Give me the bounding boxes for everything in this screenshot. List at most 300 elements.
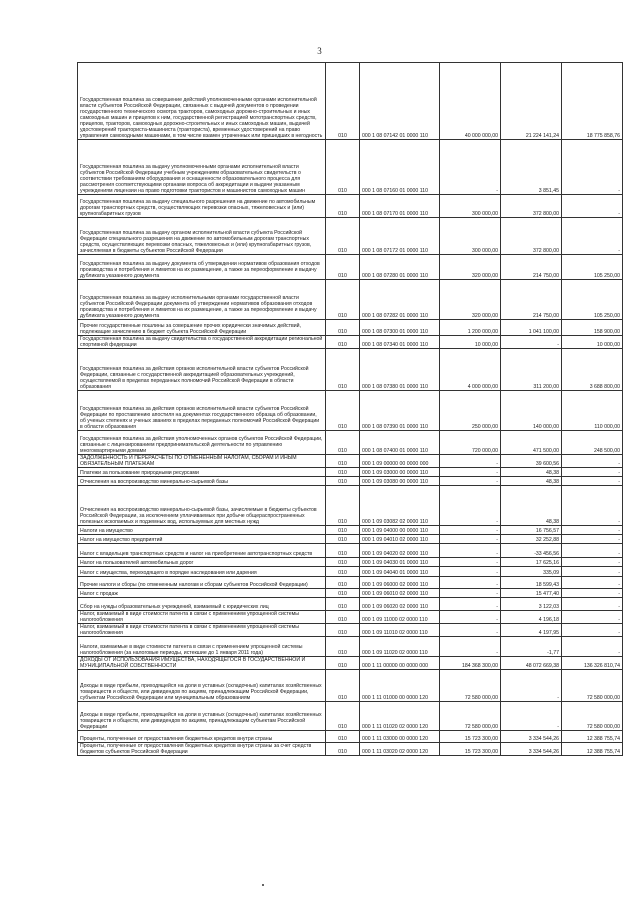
table-row [78, 702, 623, 731]
row-unexecuted-text: - [618, 188, 620, 194]
row-line-code [326, 336, 360, 349]
row-approved [440, 535, 501, 544]
row-unexecuted [562, 349, 623, 391]
row-unexecuted-text: 18 775 858,76 [586, 133, 620, 139]
row-unexecuted [562, 140, 623, 195]
row-executed [501, 558, 562, 567]
row-line-code [326, 598, 360, 611]
row-name-text: Налог с продаж [80, 591, 118, 597]
row-name-text: Налог, взимаемый в виде стоимости патента в связи с применением упрощенной системы налогообложения [80, 611, 299, 623]
table-row [78, 218, 623, 255]
table-row [78, 468, 623, 477]
row-line-code [326, 486, 360, 526]
row-line-code-text: 010 [338, 604, 347, 610]
row-line-code-text: 010 [338, 736, 347, 742]
row-unexecuted [562, 731, 623, 743]
row-name [78, 544, 326, 558]
row-executed-text: 140 000,00 [533, 424, 559, 430]
row-approved-text: 72 580 000,00 [464, 695, 498, 701]
row-executed [501, 670, 562, 702]
row-line-code-text: 010 [338, 630, 347, 636]
row-approved-text: 320 000,00 [472, 313, 498, 319]
row-name-text: ДОХОДЫ ОТ ИСПОЛЬЗОВАНИЯ ИМУЩЕСТВА, НАХОДЯЩЕГОСЯ В ГОСУДАРСТВЕННОЙ И МУНИЦИПАЛЬНОЙ СОБСТВЕННОСТИ [80, 657, 306, 669]
row-kbk-code-text: 000 1 09 04030 01 0000 110 [362, 560, 428, 566]
row-approved [440, 255, 501, 280]
row-unexecuted [562, 558, 623, 567]
row-executed [501, 431, 562, 455]
row-approved-text: 72 580 000,00 [464, 724, 498, 730]
row-unexecuted-text: 72 580 000,00 [586, 695, 620, 701]
row-name-text: Государственная пошлина за действия органов исполнительной власти субъектов Российской Федерации, связанные с государственной аккредитацией образовательных учреждений, осуществляемой в пределах переданных полномочий Российской Федерации в области образования [80, 366, 309, 390]
row-unexecuted-text: - [618, 479, 620, 485]
row-kbk-code-text: 000 1 09 11010 02 0000 110 [362, 630, 428, 636]
row-executed [501, 743, 562, 756]
row-approved-text: - [496, 528, 498, 534]
row-unexecuted [562, 624, 623, 637]
row-name [78, 535, 326, 544]
table-row [78, 731, 623, 743]
row-line-code [326, 526, 360, 535]
table-row [78, 558, 623, 567]
row-name [78, 567, 326, 577]
row-approved [440, 657, 501, 670]
row-line-code [326, 589, 360, 598]
table-row [78, 320, 623, 336]
row-executed [501, 535, 562, 544]
row-kbk-code [360, 567, 440, 577]
row-approved [440, 598, 501, 611]
row-line-code [326, 320, 360, 336]
row-approved-text: - [496, 630, 498, 636]
row-unexecuted [562, 255, 623, 280]
row-unexecuted-text: 136 326 810,74 [583, 663, 620, 669]
row-executed [501, 486, 562, 526]
row-line-code-text: 010 [338, 424, 347, 430]
row-line-code-text: 010 [338, 461, 347, 467]
row-kbk-code-text: 000 1 09 04000 00 0000 110 [362, 528, 428, 534]
row-kbk-code [360, 63, 440, 140]
row-executed [501, 349, 562, 391]
row-kbk-code-text: 000 1 11 03000 00 0000 120 [362, 736, 428, 742]
row-line-code-text: 010 [338, 695, 347, 701]
row-line-code [326, 349, 360, 391]
row-kbk-code-text: 000 1 09 04020 02 0000 110 [362, 551, 428, 557]
row-kbk-code-text: 000 1 09 03080 00 0000 110 [362, 479, 428, 485]
row-executed-text: 311 200,00 [533, 384, 559, 390]
row-approved-text: 15 723 300,00 [464, 736, 498, 742]
row-line-code [326, 577, 360, 589]
row-approved-text: - [496, 188, 498, 194]
row-kbk-code [360, 702, 440, 731]
row-approved [440, 558, 501, 567]
row-line-code-text: 010 [338, 273, 347, 279]
row-kbk-code [360, 670, 440, 702]
row-unexecuted [562, 589, 623, 598]
row-line-code-text: 010 [338, 617, 347, 623]
row-executed [501, 589, 562, 598]
row-kbk-code [360, 468, 440, 477]
row-line-code-text: 010 [338, 749, 347, 755]
row-kbk-code-text: 000 1 08 07280 01 0000 110 [362, 273, 428, 279]
row-kbk-code [360, 558, 440, 567]
row-approved [440, 320, 501, 336]
row-kbk-code [360, 195, 440, 218]
row-name-text: Государственная пошлина за выдачу свидетельства о государственной аккредитации региональной спортивной федерации [80, 336, 323, 348]
row-name [78, 477, 326, 486]
row-name [78, 349, 326, 391]
row-executed-text: 17 625,16 [535, 560, 559, 566]
row-name [78, 140, 326, 195]
row-name-text: Государственная пошлина за действия уполномоченных органов субъектов Российской Федерации, связанные с лицензированием предпринимательской деятельности по управлению многоквартирными домами [80, 436, 323, 454]
row-executed [501, 140, 562, 195]
row-unexecuted [562, 431, 623, 455]
row-name [78, 731, 326, 743]
table-row [78, 589, 623, 598]
row-kbk-code [360, 611, 440, 624]
row-unexecuted-text: - [618, 604, 620, 610]
row-approved [440, 349, 501, 391]
table-row [78, 336, 623, 349]
row-kbk-code-text: 000 1 09 03082 02 0000 110 [362, 519, 428, 525]
row-line-code-text: 010 [338, 188, 347, 194]
row-unexecuted-text: - [618, 650, 620, 656]
row-kbk-code [360, 336, 440, 349]
row-unexecuted [562, 657, 623, 670]
row-unexecuted [562, 743, 623, 756]
row-unexecuted-text: 72 580 000,00 [586, 724, 620, 730]
row-kbk-code [360, 455, 440, 468]
table-row [78, 195, 623, 218]
row-name [78, 577, 326, 589]
table-row [78, 657, 623, 670]
row-executed-text: 48,38 [546, 519, 559, 525]
row-approved-text: - [496, 479, 498, 485]
row-line-code [326, 477, 360, 486]
row-line-code [326, 455, 360, 468]
row-line-code-text: 010 [338, 448, 347, 454]
row-executed [501, 577, 562, 589]
row-executed-text: 48,38 [546, 470, 559, 476]
row-unexecuted [562, 535, 623, 544]
row-approved-text: - [496, 470, 498, 476]
row-executed-text: - [557, 342, 559, 348]
row-executed [501, 477, 562, 486]
row-unexecuted [562, 391, 623, 431]
row-unexecuted [562, 486, 623, 526]
row-unexecuted-text: - [618, 537, 620, 543]
row-unexecuted-text: 3 688 800,00 [589, 384, 620, 390]
row-name-text: Налог на пользователей автомобильных дорог [80, 560, 194, 566]
table-row [78, 486, 623, 526]
row-kbk-code-text: 000 1 11 01020 02 0000 120 [362, 724, 428, 730]
row-name-text: Прочие государственные пошлины за совершение прочих юридически значимых действий, подлежащие зачислению в бюджет субъекта Российской Федерации [80, 323, 301, 335]
row-executed-text: 4 196,18 [538, 617, 559, 623]
row-line-code [326, 702, 360, 731]
row-kbk-code-text: 000 1 08 07282 01 0000 110 [362, 313, 428, 319]
table-row [78, 637, 623, 657]
row-approved-text: 10 000,00 [474, 342, 498, 348]
row-kbk-code-text: 000 1 08 07170 01 0000 110 [362, 211, 428, 217]
row-line-code [326, 624, 360, 637]
row-executed [501, 455, 562, 468]
row-approved [440, 486, 501, 526]
row-approved [440, 589, 501, 598]
row-executed-text: 32 252,88 [535, 537, 559, 543]
row-name-text: Государственная пошлина за выдачу исполнительными органами государственной власти субъектов Российской Федерации документа об утверждении нормативов образования отходов производства и потребления и лимитов на их размещение, а также за переоформление и выдачу дубликата указанного документа [80, 295, 317, 319]
row-name [78, 657, 326, 670]
row-line-code [326, 63, 360, 140]
row-kbk-code-text: 000 1 08 07160 01 0000 110 [362, 188, 428, 194]
row-name-text: Государственная пошлина за совершение действий уполномоченными органами исполнительной власти субъектов Российской Федерации, связанных с выдачей документов о проведении государственного технического осмотра тракторов, самоходных дорожно-строительных и иных самоходных машин и прицепов к ним, государственной регистрацией мототранспортных средств, прицепов, тракторов, самоходных дорожно-строительных и иных самоходных машин, выдачей удостоверений тракториста-машиниста (тракториста), временных удостоверений на право управления самоходными машинами, в том числе взамен утраченных или пришедших в негодность [80, 97, 323, 139]
row-executed [501, 195, 562, 218]
row-approved [440, 670, 501, 702]
row-line-code-text: 010 [338, 582, 347, 588]
row-line-code-text: 010 [338, 211, 347, 217]
row-unexecuted [562, 567, 623, 577]
row-kbk-code [360, 657, 440, 670]
row-executed [501, 731, 562, 743]
table-row [78, 391, 623, 431]
table-row [78, 455, 623, 468]
row-executed [501, 624, 562, 637]
row-name [78, 598, 326, 611]
row-name-text: Отчисления на воспроизводство минерально-сырьевой базы, зачисляемые в бюджеты субъектов Российской Федерации, за исключением уплачиваемых при добыче общераспространенных полезных ископаемых и подземных вод, используемых для местных нужд [80, 507, 317, 525]
row-unexecuted-text: - [618, 591, 620, 597]
row-line-code-text: 010 [338, 519, 347, 525]
table-row [78, 577, 623, 589]
row-executed [501, 567, 562, 577]
row-line-code-text: 010 [338, 560, 347, 566]
row-executed-text: 4 197,95 [538, 630, 559, 636]
row-line-code-text: 010 [338, 663, 347, 669]
row-executed-text: -33 456,56 [534, 551, 559, 557]
row-kbk-code-text: 000 1 08 07142 01 0000 110 [362, 133, 428, 139]
row-name-text: Налоги, взимаемые в виде стоимости патента в связи с применением упрощенной системы налогообложения (за налоговые периоды, истекшие до 1 января 2011 года) [80, 644, 303, 656]
row-approved-text: - [496, 560, 498, 566]
row-line-code-text: 010 [338, 537, 347, 543]
row-name [78, 526, 326, 535]
row-executed [501, 657, 562, 670]
row-name-text: Проценты, полученные от предоставления бюджетных кредитов внутри страны [80, 736, 273, 742]
row-name-text: Налог с владельцев транспортных средств и налог на приобретение автотранспортных средств [80, 551, 313, 557]
row-executed [501, 280, 562, 320]
row-name [78, 218, 326, 255]
row-name-text: Доходы в виде прибыли, приходящейся на доли в уставных (складочных) капиталах хозяйственных товариществ и обществ, или дивидендов по акциям, принадлежащим Российской Федерации, субъектам Российской Федерации или муниципальным образованиям [80, 683, 322, 701]
row-kbk-code-text: 000 1 08 07400 01 0000 110 [362, 448, 428, 454]
row-executed [501, 391, 562, 431]
row-approved-text: 4 000 000,00 [467, 384, 498, 390]
row-name-text: Государственная пошлина за выдачу документа об утверждении нормативов образования отходов производства и потребления и лимитов на их размещение, а также за переоформление и выдачу дубликата указанного документа [80, 261, 320, 279]
row-line-code [326, 195, 360, 218]
row-line-code [326, 567, 360, 577]
row-executed [501, 63, 562, 140]
row-approved [440, 577, 501, 589]
row-name-text: Налог на имущество предприятий [80, 537, 163, 543]
row-name-text: Доходы в виде прибыли, приходящейся на доли в уставных (складочных) капиталах хозяйственных товариществ и обществ, или дивидендов по акциям, принадлежащим субъектам Российской Федерации [80, 712, 322, 730]
row-executed-text: 214 750,00 [533, 273, 559, 279]
row-executed [501, 598, 562, 611]
row-line-code-text: 010 [338, 479, 347, 485]
row-name [78, 455, 326, 468]
table-row [78, 280, 623, 320]
row-kbk-code-text: 000 1 08 07172 01 0000 110 [362, 248, 428, 254]
row-executed-text: 39 600,56 [535, 461, 559, 467]
row-approved-text: 250 000,00 [472, 424, 498, 430]
row-unexecuted [562, 320, 623, 336]
row-approved-text: 300 000,00 [472, 248, 498, 254]
row-unexecuted-text: - [618, 248, 620, 254]
row-kbk-code-text: 000 1 09 06020 02 0000 110 [362, 604, 428, 610]
row-name [78, 431, 326, 455]
row-kbk-code [360, 218, 440, 255]
row-approved [440, 544, 501, 558]
row-kbk-code [360, 544, 440, 558]
row-line-code-text: 010 [338, 248, 347, 254]
row-approved-text: - [496, 582, 498, 588]
row-executed-text: 3 334 544,26 [528, 749, 559, 755]
row-line-code-text: 010 [338, 724, 347, 730]
row-unexecuted [562, 702, 623, 731]
row-unexecuted [562, 63, 623, 140]
row-name-text: Государственная пошлина за действия органов исполнительной власти субъектов Российской Федерации по проставлению апостиля на документах государственного образца об образовании, об ученых степенях и ученых званиях в пределах переданных полномочий Российской Федерации в области образования [80, 406, 320, 430]
row-kbk-code-text: 000 1 09 03000 00 0000 110 [362, 470, 428, 476]
row-executed-text: 16 756,57 [535, 528, 559, 534]
row-line-code [326, 468, 360, 477]
row-name [78, 743, 326, 756]
row-name-text: Проценты, полученные от предоставления бюджетных кредитов внутри страны за счет средств бюджетов субъектов Российской Федерации [80, 743, 312, 755]
row-approved [440, 391, 501, 431]
row-name-text: Прочие налоги и сборы (по отмененным налогам и сборам субъектов Российской Федерации) [80, 582, 308, 588]
row-line-code [326, 431, 360, 455]
row-name [78, 589, 326, 598]
row-line-code [326, 637, 360, 657]
row-kbk-code-text: 000 1 08 07300 01 0000 110 [362, 329, 428, 335]
row-executed [501, 336, 562, 349]
row-kbk-code [360, 637, 440, 657]
row-approved [440, 468, 501, 477]
row-executed-text: - [557, 695, 559, 701]
row-executed-text: 335,09 [543, 570, 559, 576]
row-name [78, 280, 326, 320]
row-unexecuted-text: 105 250,00 [594, 273, 620, 279]
page-mark [262, 884, 264, 886]
table-row [78, 431, 623, 455]
budget-table [77, 62, 623, 756]
row-name [78, 195, 326, 218]
row-kbk-code [360, 526, 440, 535]
row-kbk-code-text: 000 1 09 04040 01 0000 110 [362, 570, 428, 576]
row-unexecuted-text: - [618, 617, 620, 623]
row-executed-text: 48,38 [546, 479, 559, 485]
row-executed-text: 3 122,03 [538, 604, 559, 610]
row-unexecuted-text: - [618, 519, 620, 525]
row-line-code-text: 010 [338, 384, 347, 390]
row-name [78, 611, 326, 624]
table-row [78, 544, 623, 558]
row-approved-text: 184 368 300,00 [461, 663, 498, 669]
row-executed [501, 637, 562, 657]
row-unexecuted [562, 598, 623, 611]
row-approved [440, 280, 501, 320]
row-executed-text: 372 800,00 [533, 211, 559, 217]
table-row [78, 598, 623, 611]
row-approved-text: 15 723 300,00 [464, 749, 498, 755]
row-line-code [326, 743, 360, 756]
row-line-code-text: 010 [338, 591, 347, 597]
row-name [78, 255, 326, 280]
row-unexecuted-text: - [618, 528, 620, 534]
row-executed-text: 3 851,45 [538, 188, 559, 194]
row-approved-text: - [496, 570, 498, 576]
row-name-text: Налог, взимаемый в виде стоимости патента в связи с применением упрощенной системы налогообложения [80, 624, 299, 636]
table-row [78, 477, 623, 486]
row-approved-text: - [496, 617, 498, 623]
row-kbk-code [360, 624, 440, 637]
row-unexecuted-text: - [618, 470, 620, 476]
row-kbk-code-text: 000 1 09 06000 02 0000 110 [362, 582, 428, 588]
row-line-code [326, 218, 360, 255]
row-line-code [326, 391, 360, 431]
row-kbk-code-text: 000 1 11 01000 00 0000 120 [362, 695, 428, 701]
table-row [78, 349, 623, 391]
row-name-text: Налог с имущества, переходящего в порядке наследования или дарения [80, 570, 257, 576]
row-unexecuted [562, 637, 623, 657]
row-unexecuted [562, 280, 623, 320]
row-approved-text: - [496, 537, 498, 543]
table-row [78, 743, 623, 756]
row-kbk-code [360, 731, 440, 743]
row-line-code [326, 611, 360, 624]
row-kbk-code [360, 431, 440, 455]
row-executed-text: 48 072 669,38 [525, 663, 559, 669]
row-approved [440, 195, 501, 218]
row-approved [440, 477, 501, 486]
row-kbk-code [360, 320, 440, 336]
row-unexecuted-text: 248 500,00 [594, 448, 620, 454]
row-executed [501, 702, 562, 731]
row-name-text: Налоги на имущество [80, 528, 133, 534]
row-kbk-code-text: 000 1 09 06010 02 0000 110 [362, 591, 428, 597]
row-executed-text: 372 800,00 [533, 248, 559, 254]
row-kbk-code [360, 349, 440, 391]
row-unexecuted-text: 158 900,00 [594, 329, 620, 335]
row-executed [501, 544, 562, 558]
row-unexecuted-text: - [618, 461, 620, 467]
row-name [78, 637, 326, 657]
row-executed-text: 21 224 141,24 [525, 133, 559, 139]
row-kbk-code-text: 000 1 08 07390 01 0000 110 [362, 424, 428, 430]
row-approved [440, 702, 501, 731]
row-approved-text: 720 000,00 [472, 448, 498, 454]
row-line-code-text: 010 [338, 313, 347, 319]
row-line-code [326, 657, 360, 670]
row-name-text: Государственная пошлина за выдачу специального разрешения на движение по автомобильным дорогам транспортных средств, осуществляющих перевозки опасных, тяжеловесных и (или) крупногабаритных грузов [80, 199, 316, 217]
row-unexecuted-text: 105 250,00 [594, 313, 620, 319]
row-kbk-code [360, 391, 440, 431]
row-approved-text: - [496, 551, 498, 557]
row-kbk-code [360, 589, 440, 598]
row-approved [440, 567, 501, 577]
row-approved-text: 320 000,00 [472, 273, 498, 279]
row-approved-text: 40 000 000,00 [464, 133, 498, 139]
row-approved [440, 743, 501, 756]
row-approved-text: - [496, 650, 498, 656]
table-row [78, 670, 623, 702]
row-unexecuted [562, 455, 623, 468]
row-approved [440, 637, 501, 657]
row-kbk-code-text: 000 1 09 11020 02 0000 110 [362, 650, 428, 656]
row-name [78, 336, 326, 349]
